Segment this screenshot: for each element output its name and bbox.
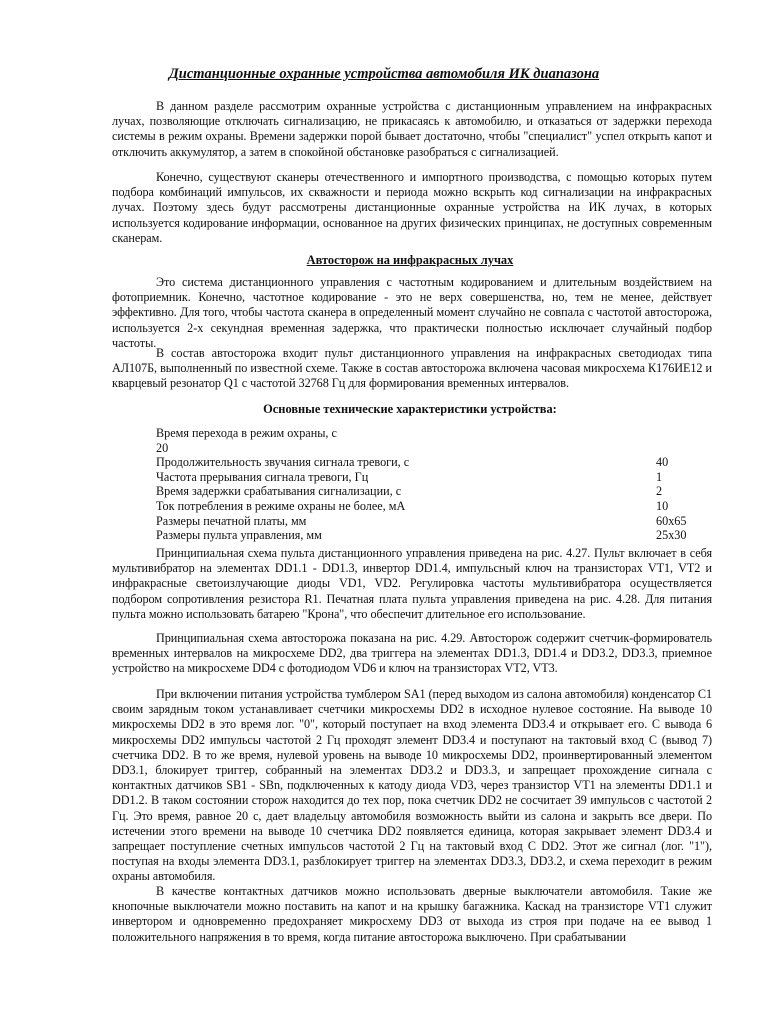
spec-value: 40 [656,455,669,470]
paragraph-intro-1: В данном разделе рассмотрим охранные устройства с дистанционным управлением на инфракрасных лучах, позволяющие отключать сигнализацию, не прикасаясь к автомобилю, и отказаться от задержки перехода системы в режим охраны. Времени задержки порой бывает достаточно, чтобы "специалист" успел открыть капот и отключить аккумулятор, а затем в спокойной обстановке разобраться с сигнализацией. [112,99,712,159]
spec-label: Время задержки срабатывания сигнализации, с [156,484,402,499]
spec-row [156,455,716,470]
spec-row [156,499,716,514]
paragraph-intro-2: Конечно, существуют сканеры отечественного и импортного производства, с помощью которых путем подбора комбинаций импульсов, их скважности и периода можно вскрыть код сигнализации на инфракрасных лучах. Поэтому здесь будут рассмотрены дистанционные охранные устройства на ИК лучах, в которых используется кодирование информации, основанное на других физических принципах, не доступных современным сканерам. [112,170,712,245]
spec-row [156,426,716,455]
spec-label: Размеры печатной платы, мм [156,513,307,528]
specs-table [156,426,716,543]
spec-row [156,528,716,543]
paragraph-body-3: При включении питания устройства тумблером SA1 (перед выходом из салона автомобиля) конденсатор С1 своим зарядным током устанавливает счетчики микросхемы DD2 в исходное нулевое состояние. На выводе 10 микросхемы DD2 в это время лог. "0", который поступает на вход элемента DD3.4 и открывает его. С вывода 6 микросхемы DD2 импульсы частотой 2 Гц проходят элемент DD3.4 и поступают на тактовый вход С (вывод 7) счетчика DD2. В то же время, нулевой уровень на выводе 10 микросхемы DD2, проинвертированный элементом DD3.1, блокирует триггер, собранный на элементах DD3.2 и DD3.3, и запрещает прохождение сигнала с контактных датчиков SB1 - SBn, подключенных к катоду диода VD3, через транзистор VT1 на элементы DD1.1 и DD1.2. В таком состоянии сторож находится до тех пор, пока счетчик DD2 не сосчитает 39 импульсов с частотой 2 Гц. Это время, равное 20 с, дает владельцу автомобиля возможность выйти из салона и закрыть все двери. По истечении этого времени на выводе 10 счетчика DD2 появляется единица, которая закрывает элемент DD3.4 и запрещает поступление счетных импульсов частотой 2 Гц на тактовый вход С DD2. Этот же сигнал (лог. "1"), поступая на входы элемента DD3.1, разблокирует триггер на элементах DD3.3, DD3.2, и схема переходит в режим охраны автомобиля. [112,687,712,884]
spec-value: 10 [656,498,669,513]
section-title: Автосторож на инфракрасных лучах [306,253,514,267]
spec-value: 60x65 [656,513,687,528]
paragraph-body-2: Принципиальная схема автосторожа показана на рис. 4.29. Автосторож содержит счетчик-формирователь временных интервалов на микросхеме DD2, два триггера на элементах DD1.3, DD1.4 и DD3.2, DD3.3, приемное устройство на микросхеме DD4 с фотодиодом VD6 и ключ на транзисторах VT2, VT3. [112,631,712,676]
paragraph-body-4: В качестве контактных датчиков можно использовать дверные выключатели автомобиля. Такие же кнопочные выключатели можно поставить на капот и на крышку багажника. Каскад на транзисторе VT1 служит инвертором и одновременно предохраняет микросхему DD3 от выхода из строя при подаче на ее вывод 1 положительного напряжения в то время, когда питание автосторожа выключено. При срабатывании [112,884,712,944]
spec-value: 1 [656,469,663,484]
paragraph-section-2: В состав автосторожа входит пульт дистанционного управления на инфракрасных светодиодах типа АЛ107Б, выполненный по известной схеме. Также в состав автосторожа включена часовая микросхема К176ИЕ12 и кварцевый резонатор Q1 с частотой 32768 Гц для формирования временных интервалов. [112,346,712,391]
spec-label: Продолжительность звучания сигнала тревоги, с [156,455,410,470]
spec-row [156,470,716,485]
document-title: Дистанционные охранные устройства автомобиля ИК диапазона [168,66,600,82]
spec-row [156,514,716,529]
paragraph-section-1: Это система дистанционного управления с частотным кодированием и длительным воздействием на фотоприемник. Конечно, частотное кодирование - это не верх совершенства, но, тем не менее, действует эффективно. Для того, чтобы частота сканера в определенный момент случайно не совпала с частотой автосторожа, используется 2-х секундная временная задержка, что практически полностью исключает случайный подбор частоты. [112,275,712,350]
spec-label: Время перехода в режим охраны, с [156,426,337,440]
spec-label: Ток потребления в режиме охраны не более, мА [156,498,406,513]
paragraph-body-1: Принципиальная схема пульта дистанционного управления приведена на рис. 4.27. Пульт включает в себя мультивибратор на элементах DD1.1 - DD1.3, инвертор DD1.4, импульсный ключ на транзисторах VT1, VT2 и инфракрасные светоизлучающие диоды VD1, VD2. Регулировка частоты мультивибратора осуществляется подбором сопротивления резистора R1. Печатная плата пульта управления приведена на рис. 4.28. Для питания пульта можно использовать батарею "Крона", что обеспечит длительное его использование. [112,546,712,621]
spec-value: 25x30 [656,528,687,543]
spec-value: 20 [156,440,169,455]
spec-label: Частота прерывания сигнала тревоги, Гц [156,469,369,484]
spec-label: Размеры пульта управления, мм [156,528,322,543]
spec-row [156,484,716,499]
specs-title: Основные технические характеристики устройства: [263,402,557,416]
spec-value: 2 [656,484,663,499]
